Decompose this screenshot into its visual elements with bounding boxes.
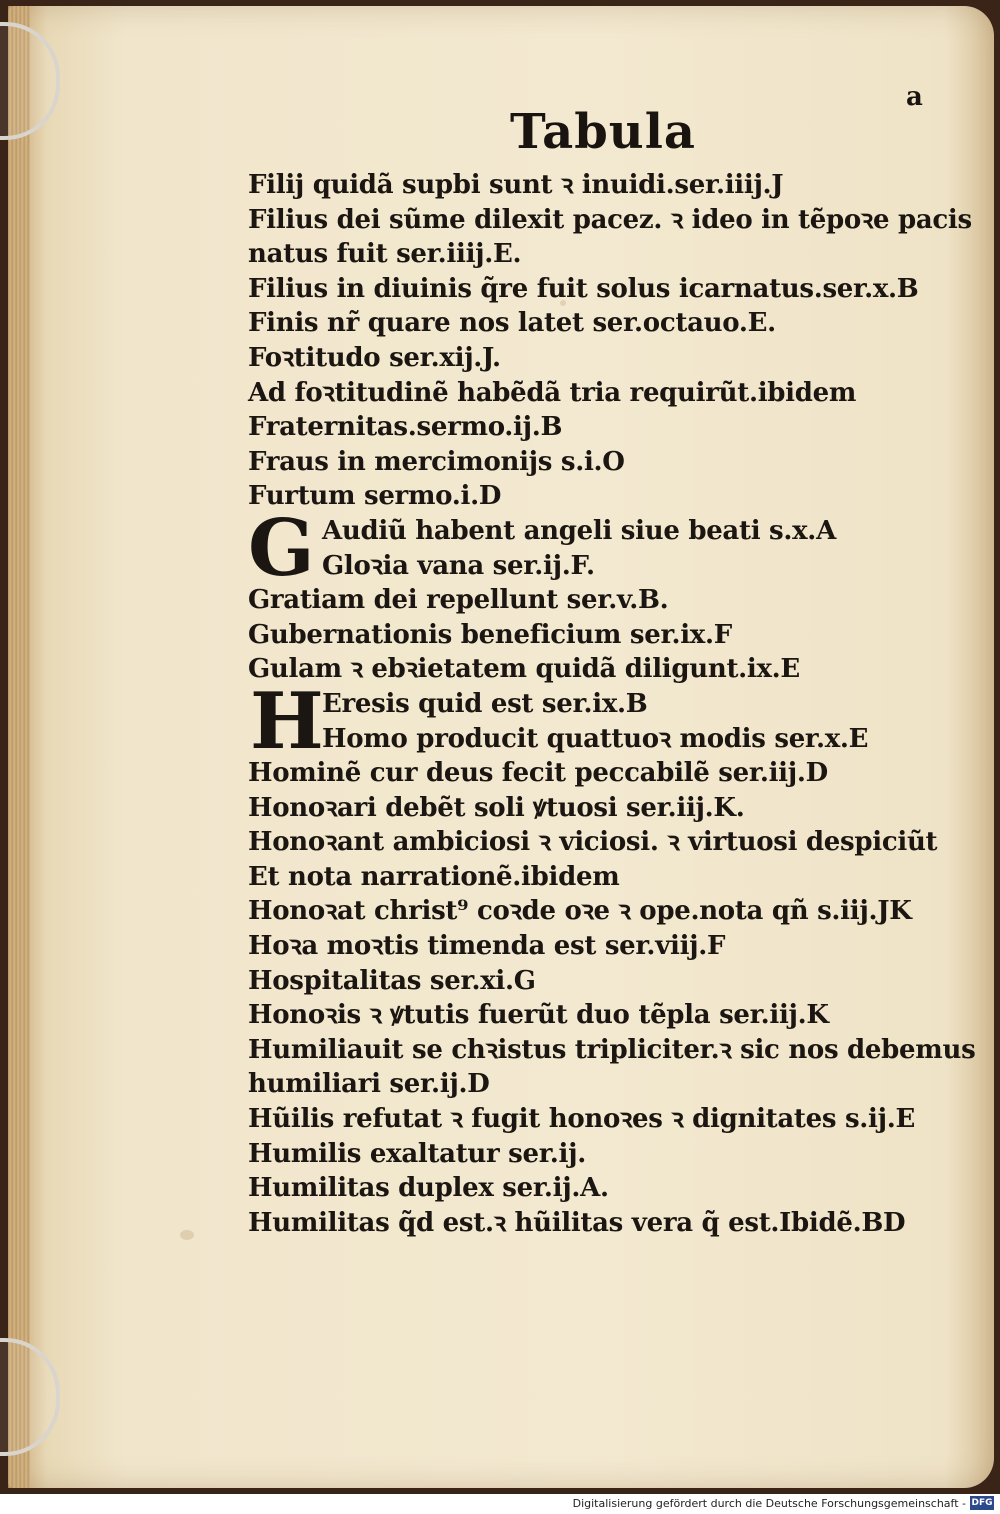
- index-entry: Honoꝛis ꝛ ꝟtutis fuerũt duo tẽpla ser.iij.K: [248, 1000, 829, 1031]
- index-entry: Ad foꝛtitudinẽ habẽdã tria requirũt.ibidem: [248, 377, 857, 408]
- page-edge-stack: [8, 6, 30, 1488]
- dfg-logo-icon: DFG: [971, 1498, 993, 1508]
- index-entry: natus fuit ser.iiij.E.: [248, 239, 522, 270]
- index-entry: Eresis quid est ser.ix.B: [322, 688, 648, 719]
- index-entry: Gulam ꝛ ebꝛietatem quidã diligunt.ix.E: [248, 654, 800, 685]
- index-entry: Fraternitas.sermo.ij.B: [248, 412, 563, 443]
- index-entry: Gloꝛia vana ser.ij.F.: [322, 550, 595, 581]
- page-heading: Tabula: [510, 104, 697, 160]
- index-entry: Furtum sermo.i.D: [248, 481, 502, 512]
- index-entry: Humiliauit se chꝛistus tripliciter.ꝛ sic nos debemus: [248, 1034, 976, 1065]
- index-entry: Filij quidã supbi sunt ꝛ inuidi.ser.iiij.J: [248, 170, 784, 200]
- funding-credit: Digitalisierung gefördert durch die Deutsche Forschungsgemeinschaft -: [572, 1497, 966, 1510]
- index-entry: Hominẽ cur deus fecit peccabilẽ ser.iij.D: [248, 758, 828, 789]
- index-entry: Foꝛtitudo ser.xij.J.: [248, 342, 501, 373]
- index-entries: [248, 168, 976, 1240]
- index-entry: Honoꝛat christ⁹ coꝛde oꝛe ꝛ ope.nota qñ s.iij.JK: [248, 896, 912, 927]
- index-entry: Fraus in mercimonijs s.i.O: [248, 446, 625, 477]
- paper-stain: [180, 1230, 194, 1240]
- index-entry: humiliari ser.ij.D: [248, 1069, 490, 1100]
- index-entry: Humilitas duplex ser.ij.A.: [248, 1173, 609, 1204]
- index-entry: Homo producit quattuoꝛ modis ser.x.E: [322, 723, 869, 754]
- decorated-initial-h: H: [250, 676, 324, 767]
- index-entry: Et nota narrationẽ.ibidem: [248, 861, 620, 892]
- index-entry: Finis nr̃ quare nos latet ser.octauo.E.: [248, 308, 776, 339]
- index-entry: Gubernationis beneficium ser.ix.F: [248, 619, 732, 650]
- decorated-initial-g: G: [248, 503, 315, 594]
- index-entry: Hospitalitas ser.xi.G: [248, 965, 536, 996]
- index-entry: Filius in diuinis q̃re fuit solus icarnatus.ser.x.B: [248, 273, 919, 304]
- index-entry: Gratiam dei repellunt ser.v.B.: [248, 585, 669, 616]
- index-entry: Humilitas q̃d est.ꝛ hũilitas vera q̃ est.Ibidẽ.BD: [248, 1207, 906, 1238]
- index-entry: Humilis exaltatur ser.ij.: [248, 1138, 586, 1169]
- index-entry: Audiũ habent angeli siue beati s.x.A: [322, 515, 836, 546]
- index-entry: Filius dei sũme dilexit pacez. ꝛ ideo in tẽpoꝛe pacis: [248, 204, 972, 235]
- index-entry: Hoꝛa moꝛtis timenda est ser.viij.F: [248, 931, 726, 962]
- index-entry: Honoꝛant ambiciosi ꝛ viciosi. ꝛ virtuosi despiciũt: [248, 827, 938, 858]
- index-entry: Honoꝛari debẽt soli ꝟtuosi ser.iij.K.: [248, 792, 745, 823]
- index-entry: Hũilis refutat ꝛ fugit honoꝛes ꝛ dignitates s.ij.E: [248, 1104, 915, 1135]
- folio-mark: a: [906, 82, 923, 112]
